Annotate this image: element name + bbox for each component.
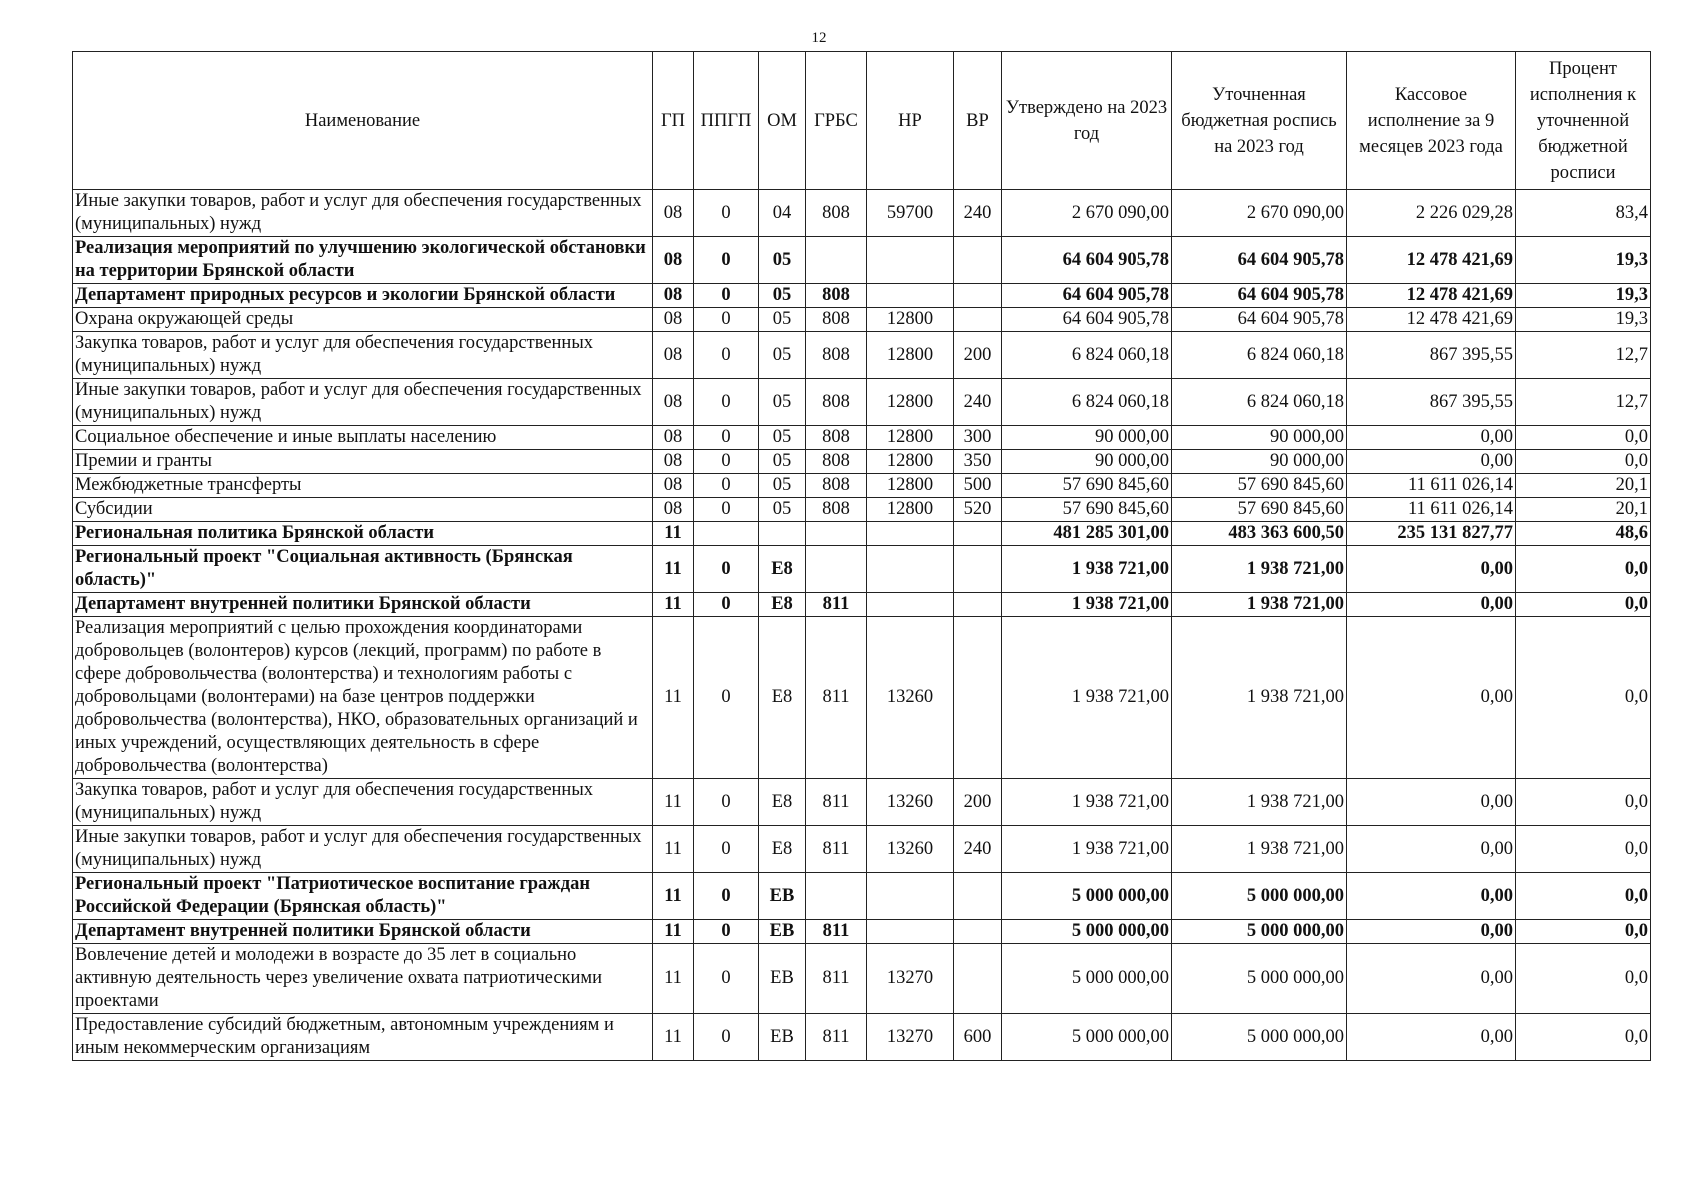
- table-row: [73, 474, 1651, 498]
- ppgp-cell: 0: [694, 308, 759, 332]
- gp-cell: 11: [653, 873, 694, 920]
- table-row: [73, 284, 1651, 308]
- om-cell: 05: [759, 474, 806, 498]
- table-row: [73, 779, 1651, 826]
- nr-cell: 13270: [867, 944, 954, 1014]
- om-cell: 05: [759, 379, 806, 426]
- header-cell: ППГП: [694, 52, 759, 190]
- cash-cell: 11 611 026,14: [1347, 498, 1516, 522]
- grbs-cell: 808: [806, 426, 867, 450]
- table-body: [73, 190, 1651, 1061]
- name-cell: Иные закупки товаров, работ и услуг для обеспечения государственных (муниципальных) нужд: [73, 826, 653, 873]
- name-cell: Социальное обеспечение и иные выплаты населению: [73, 426, 653, 450]
- gp-cell: 11: [653, 826, 694, 873]
- nr-cell: [867, 593, 954, 617]
- refined-cell: 57 690 845,60: [1172, 498, 1347, 522]
- vr-cell: 300: [954, 426, 1002, 450]
- table-row: [73, 593, 1651, 617]
- grbs-cell: 808: [806, 284, 867, 308]
- table-row: [73, 546, 1651, 593]
- approved-cell: 90 000,00: [1002, 426, 1172, 450]
- ppgp-cell: 0: [694, 426, 759, 450]
- percent-cell: 0,0: [1516, 617, 1651, 779]
- percent-cell: 48,6: [1516, 522, 1651, 546]
- vr-cell: [954, 546, 1002, 593]
- om-cell: 04: [759, 190, 806, 237]
- percent-cell: 12,7: [1516, 332, 1651, 379]
- om-cell: E8: [759, 593, 806, 617]
- refined-cell: 5 000 000,00: [1172, 944, 1347, 1014]
- nr-cell: 12800: [867, 474, 954, 498]
- header-cell: Кассовое исполнение за 9 месяцев 2023 года: [1347, 52, 1516, 190]
- cash-cell: 12 478 421,69: [1347, 308, 1516, 332]
- name-cell: Реализация мероприятий с целью прохождения координаторами добровольцев (волонтеров) курсов (лекций, программ) по работе в сфере добровольчества (волонтерства) и технологиям работы с добровольцами (волонтерами) на базе центров поддержки добровольчества (волонтерства), НКО, образовательных организаций и иных учреждений, осуществляющих деятельность в сфере добровольчества (волонтерства): [73, 617, 653, 779]
- refined-cell: 90 000,00: [1172, 450, 1347, 474]
- name-cell: Предоставление субсидий бюджетным, автономным учреждениям и иным некоммерческим организациям: [73, 1014, 653, 1061]
- ppgp-cell: 0: [694, 920, 759, 944]
- grbs-cell: [806, 237, 867, 284]
- vr-cell: [954, 522, 1002, 546]
- cash-cell: 235 131 827,77: [1347, 522, 1516, 546]
- table-row: [73, 617, 1651, 779]
- gp-cell: 11: [653, 546, 694, 593]
- gp-cell: 08: [653, 498, 694, 522]
- refined-cell: 1 938 721,00: [1172, 779, 1347, 826]
- om-cell: E8: [759, 826, 806, 873]
- gp-cell: 08: [653, 190, 694, 237]
- vr-cell: 200: [954, 332, 1002, 379]
- cash-cell: 12 478 421,69: [1347, 284, 1516, 308]
- vr-cell: [954, 873, 1002, 920]
- grbs-cell: 808: [806, 308, 867, 332]
- grbs-cell: 811: [806, 617, 867, 779]
- header-cell: ГРБС: [806, 52, 867, 190]
- percent-cell: 0,0: [1516, 593, 1651, 617]
- refined-cell: 1 938 721,00: [1172, 593, 1347, 617]
- percent-cell: 0,0: [1516, 826, 1651, 873]
- table-row: [73, 308, 1651, 332]
- vr-cell: [954, 308, 1002, 332]
- table-row: [73, 190, 1651, 237]
- vr-cell: 500: [954, 474, 1002, 498]
- grbs-cell: [806, 873, 867, 920]
- name-cell: Премии и гранты: [73, 450, 653, 474]
- table-row: [73, 426, 1651, 450]
- grbs-cell: 811: [806, 826, 867, 873]
- om-cell: 05: [759, 332, 806, 379]
- grbs-cell: 808: [806, 498, 867, 522]
- om-cell: EB: [759, 1014, 806, 1061]
- nr-cell: [867, 522, 954, 546]
- cash-cell: 0,00: [1347, 779, 1516, 826]
- ppgp-cell: 0: [694, 617, 759, 779]
- nr-cell: [867, 284, 954, 308]
- header-cell: Утверждено на 2023 год: [1002, 52, 1172, 190]
- header-cell: Процент исполнения к уточненной бюджетной росписи: [1516, 52, 1651, 190]
- vr-cell: 350: [954, 450, 1002, 474]
- om-cell: 05: [759, 450, 806, 474]
- cash-cell: 12 478 421,69: [1347, 237, 1516, 284]
- name-cell: Иные закупки товаров, работ и услуг для обеспечения государственных (муниципальных) нужд: [73, 190, 653, 237]
- gp-cell: 08: [653, 308, 694, 332]
- name-cell: Закупка товаров, работ и услуг для обеспечения государственных (муниципальных) нужд: [73, 779, 653, 826]
- vr-cell: 240: [954, 379, 1002, 426]
- budget-table: [72, 51, 1651, 1061]
- table-row: [73, 873, 1651, 920]
- nr-cell: 12800: [867, 426, 954, 450]
- gp-cell: 08: [653, 379, 694, 426]
- ppgp-cell: 0: [694, 1014, 759, 1061]
- gp-cell: 11: [653, 944, 694, 1014]
- header-cell: Уточненная бюджетная роспись на 2023 год: [1172, 52, 1347, 190]
- name-cell: Реализация мероприятий по улучшению экологической обстановки на территории Брянской области: [73, 237, 653, 284]
- cash-cell: 0,00: [1347, 593, 1516, 617]
- ppgp-cell: 0: [694, 284, 759, 308]
- refined-cell: 6 824 060,18: [1172, 332, 1347, 379]
- grbs-cell: 808: [806, 190, 867, 237]
- name-cell: Региональный проект "Социальная активность (Брянская область)": [73, 546, 653, 593]
- om-cell: 05: [759, 308, 806, 332]
- gp-cell: 11: [653, 920, 694, 944]
- approved-cell: 5 000 000,00: [1002, 920, 1172, 944]
- refined-cell: 1 938 721,00: [1172, 617, 1347, 779]
- nr-cell: [867, 873, 954, 920]
- om-cell: EB: [759, 944, 806, 1014]
- cash-cell: 0,00: [1347, 546, 1516, 593]
- table-row: [73, 826, 1651, 873]
- table-row: [73, 498, 1651, 522]
- refined-cell: 64 604 905,78: [1172, 284, 1347, 308]
- refined-cell: 64 604 905,78: [1172, 308, 1347, 332]
- vr-cell: 600: [954, 1014, 1002, 1061]
- vr-cell: 240: [954, 826, 1002, 873]
- header-cell: ВР: [954, 52, 1002, 190]
- vr-cell: 200: [954, 779, 1002, 826]
- vr-cell: 240: [954, 190, 1002, 237]
- refined-cell: 64 604 905,78: [1172, 237, 1347, 284]
- cash-cell: 0,00: [1347, 617, 1516, 779]
- table-row: [73, 379, 1651, 426]
- refined-cell: 1 938 721,00: [1172, 546, 1347, 593]
- om-cell: [759, 522, 806, 546]
- ppgp-cell: 0: [694, 332, 759, 379]
- refined-cell: 5 000 000,00: [1172, 1014, 1347, 1061]
- approved-cell: 5 000 000,00: [1002, 1014, 1172, 1061]
- ppgp-cell: 0: [694, 237, 759, 284]
- percent-cell: 12,7: [1516, 379, 1651, 426]
- ppgp-cell: 0: [694, 593, 759, 617]
- approved-cell: 5 000 000,00: [1002, 873, 1172, 920]
- percent-cell: 0,0: [1516, 873, 1651, 920]
- grbs-cell: 811: [806, 1014, 867, 1061]
- name-cell: Субсидии: [73, 498, 653, 522]
- table-row: [73, 920, 1651, 944]
- percent-cell: 19,3: [1516, 308, 1651, 332]
- table-row: [73, 944, 1651, 1014]
- header-cell: Наименование: [73, 52, 653, 190]
- nr-cell: 13260: [867, 826, 954, 873]
- nr-cell: 13260: [867, 779, 954, 826]
- grbs-cell: 811: [806, 920, 867, 944]
- om-cell: 05: [759, 284, 806, 308]
- ppgp-cell: 0: [694, 546, 759, 593]
- approved-cell: 6 824 060,18: [1002, 332, 1172, 379]
- name-cell: Региональная политика Брянской области: [73, 522, 653, 546]
- table-row: [73, 522, 1651, 546]
- table-header-row: [73, 52, 1651, 190]
- header-cell: ОМ: [759, 52, 806, 190]
- om-cell: 05: [759, 498, 806, 522]
- nr-cell: 12800: [867, 450, 954, 474]
- name-cell: Охрана окружающей среды: [73, 308, 653, 332]
- cash-cell: 0,00: [1347, 450, 1516, 474]
- ppgp-cell: 0: [694, 944, 759, 1014]
- percent-cell: 20,1: [1516, 474, 1651, 498]
- gp-cell: 08: [653, 426, 694, 450]
- vr-cell: [954, 920, 1002, 944]
- vr-cell: [954, 237, 1002, 284]
- ppgp-cell: 0: [694, 474, 759, 498]
- refined-cell: 1 938 721,00: [1172, 826, 1347, 873]
- nr-cell: [867, 920, 954, 944]
- grbs-cell: 811: [806, 944, 867, 1014]
- name-cell: Департамент внутренней политики Брянской области: [73, 920, 653, 944]
- vr-cell: [954, 284, 1002, 308]
- vr-cell: [954, 944, 1002, 1014]
- name-cell: Закупка товаров, работ и услуг для обеспечения государственных (муниципальных) нужд: [73, 332, 653, 379]
- name-cell: Иные закупки товаров, работ и услуг для обеспечения государственных (муниципальных) нужд: [73, 379, 653, 426]
- percent-cell: 19,3: [1516, 284, 1651, 308]
- refined-cell: 5 000 000,00: [1172, 873, 1347, 920]
- ppgp-cell: 0: [694, 779, 759, 826]
- cash-cell: 0,00: [1347, 1014, 1516, 1061]
- table-row: [73, 332, 1651, 379]
- nr-cell: 12800: [867, 379, 954, 426]
- nr-cell: 12800: [867, 308, 954, 332]
- name-cell: Региональный проект "Патриотическое воспитание граждан Российской Федерации (Брянская область)": [73, 873, 653, 920]
- header-cell: НР: [867, 52, 954, 190]
- name-cell: Вовлечение детей и молодежи в возрасте до 35 лет в социально активную деятельность через увеличение охвата патриотическими проектами: [73, 944, 653, 1014]
- nr-cell: 12800: [867, 332, 954, 379]
- cash-cell: 867 395,55: [1347, 332, 1516, 379]
- gp-cell: 08: [653, 474, 694, 498]
- om-cell: 05: [759, 237, 806, 284]
- nr-cell: 59700: [867, 190, 954, 237]
- name-cell: Департамент внутренней политики Брянской области: [73, 593, 653, 617]
- cash-cell: 11 611 026,14: [1347, 474, 1516, 498]
- grbs-cell: 808: [806, 474, 867, 498]
- om-cell: E8: [759, 546, 806, 593]
- grbs-cell: 811: [806, 593, 867, 617]
- percent-cell: 83,4: [1516, 190, 1651, 237]
- approved-cell: 1 938 721,00: [1002, 617, 1172, 779]
- gp-cell: 11: [653, 1014, 694, 1061]
- ppgp-cell: 0: [694, 190, 759, 237]
- approved-cell: 6 824 060,18: [1002, 379, 1172, 426]
- vr-cell: 520: [954, 498, 1002, 522]
- ppgp-cell: 0: [694, 379, 759, 426]
- approved-cell: 64 604 905,78: [1002, 308, 1172, 332]
- om-cell: E8: [759, 779, 806, 826]
- approved-cell: 481 285 301,00: [1002, 522, 1172, 546]
- gp-cell: 11: [653, 779, 694, 826]
- approved-cell: 90 000,00: [1002, 450, 1172, 474]
- name-cell: Межбюджетные трансферты: [73, 474, 653, 498]
- ppgp-cell: 0: [694, 826, 759, 873]
- ppgp-cell: 0: [694, 450, 759, 474]
- om-cell: EB: [759, 873, 806, 920]
- percent-cell: 20,1: [1516, 498, 1651, 522]
- grbs-cell: [806, 522, 867, 546]
- refined-cell: 90 000,00: [1172, 426, 1347, 450]
- approved-cell: 5 000 000,00: [1002, 944, 1172, 1014]
- cash-cell: 0,00: [1347, 426, 1516, 450]
- header-cell: ГП: [653, 52, 694, 190]
- ppgp-cell: 0: [694, 873, 759, 920]
- ppgp-cell: [694, 522, 759, 546]
- approved-cell: 57 690 845,60: [1002, 498, 1172, 522]
- percent-cell: 0,0: [1516, 546, 1651, 593]
- percent-cell: 0,0: [1516, 920, 1651, 944]
- grbs-cell: 808: [806, 332, 867, 379]
- cash-cell: 0,00: [1347, 873, 1516, 920]
- cash-cell: 2 226 029,28: [1347, 190, 1516, 237]
- nr-cell: 12800: [867, 498, 954, 522]
- table-row: [73, 237, 1651, 284]
- approved-cell: 64 604 905,78: [1002, 237, 1172, 284]
- page-number: 12: [811, 30, 827, 46]
- refined-cell: 2 670 090,00: [1172, 190, 1347, 237]
- grbs-cell: [806, 546, 867, 593]
- cash-cell: 0,00: [1347, 920, 1516, 944]
- nr-cell: 13260: [867, 617, 954, 779]
- percent-cell: 19,3: [1516, 237, 1651, 284]
- vr-cell: [954, 593, 1002, 617]
- om-cell: EB: [759, 920, 806, 944]
- grbs-cell: 808: [806, 450, 867, 474]
- refined-cell: 57 690 845,60: [1172, 474, 1347, 498]
- cash-cell: 867 395,55: [1347, 379, 1516, 426]
- cash-cell: 0,00: [1347, 944, 1516, 1014]
- gp-cell: 11: [653, 522, 694, 546]
- approved-cell: 1 938 721,00: [1002, 546, 1172, 593]
- percent-cell: 0,0: [1516, 426, 1651, 450]
- table-row: [73, 1014, 1651, 1061]
- gp-cell: 08: [653, 237, 694, 284]
- ppgp-cell: 0: [694, 498, 759, 522]
- nr-cell: [867, 237, 954, 284]
- refined-cell: 6 824 060,18: [1172, 379, 1347, 426]
- gp-cell: 08: [653, 332, 694, 379]
- grbs-cell: 811: [806, 779, 867, 826]
- gp-cell: 08: [653, 450, 694, 474]
- table-row: [73, 450, 1651, 474]
- grbs-cell: 808: [806, 379, 867, 426]
- om-cell: 05: [759, 426, 806, 450]
- percent-cell: 0,0: [1516, 450, 1651, 474]
- percent-cell: 0,0: [1516, 944, 1651, 1014]
- approved-cell: 57 690 845,60: [1002, 474, 1172, 498]
- om-cell: E8: [759, 617, 806, 779]
- refined-cell: 5 000 000,00: [1172, 920, 1347, 944]
- percent-cell: 0,0: [1516, 1014, 1651, 1061]
- approved-cell: 1 938 721,00: [1002, 593, 1172, 617]
- gp-cell: 11: [653, 617, 694, 779]
- vr-cell: [954, 617, 1002, 779]
- gp-cell: 11: [653, 593, 694, 617]
- nr-cell: 13270: [867, 1014, 954, 1061]
- approved-cell: 64 604 905,78: [1002, 284, 1172, 308]
- cash-cell: 0,00: [1347, 826, 1516, 873]
- approved-cell: 1 938 721,00: [1002, 826, 1172, 873]
- gp-cell: 08: [653, 284, 694, 308]
- nr-cell: [867, 546, 954, 593]
- refined-cell: 483 363 600,50: [1172, 522, 1347, 546]
- approved-cell: 2 670 090,00: [1002, 190, 1172, 237]
- percent-cell: 0,0: [1516, 779, 1651, 826]
- name-cell: Департамент природных ресурсов и экологии Брянской области: [73, 284, 653, 308]
- approved-cell: 1 938 721,00: [1002, 779, 1172, 826]
